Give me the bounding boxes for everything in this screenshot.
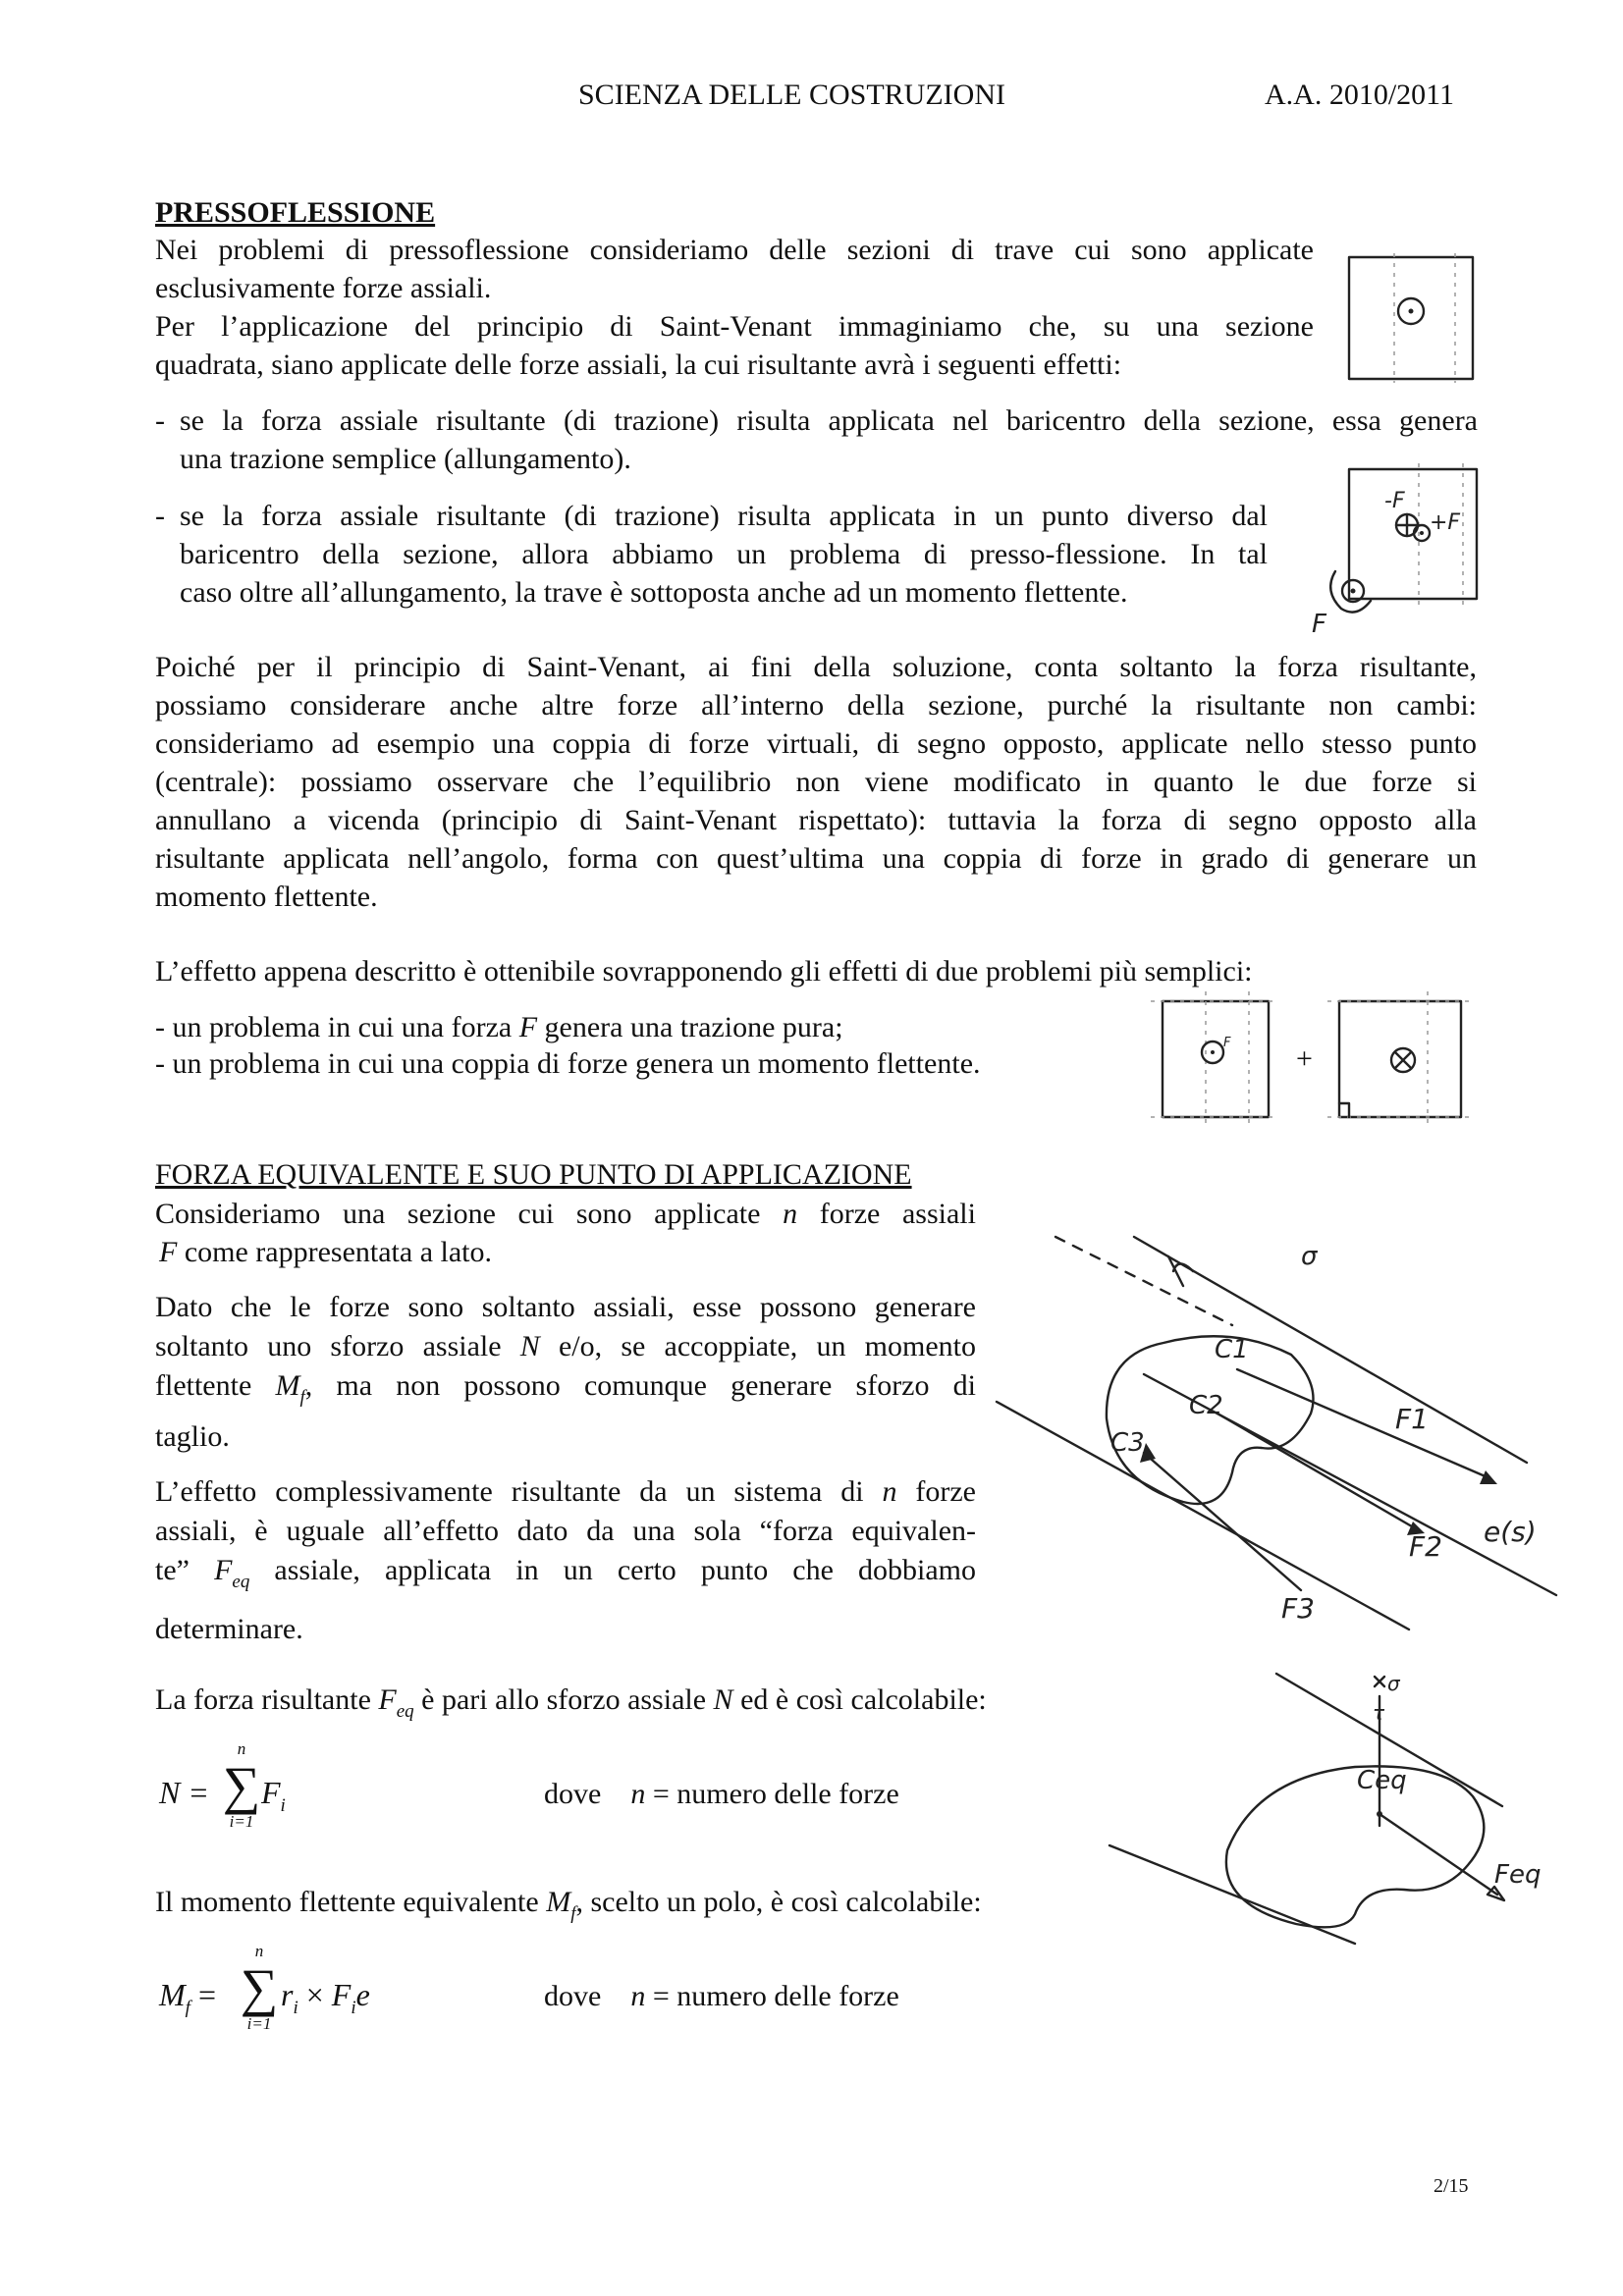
section-title-pressoflessione: PRESSOFLESSIONE [155, 196, 436, 229]
svg-text:C2: C2 [1189, 1391, 1223, 1420]
equation-axial-note: dove n = numero delle forze [544, 1778, 899, 1810]
svg-text:Feq: Feq [1494, 1860, 1542, 1890]
equation-moment-sum: n ∑ i=1 [240, 1942, 279, 2033]
equation-axial-term: $F_i$ [261, 1775, 286, 1816]
beam-forces-figure [997, 1217, 1566, 1639]
equation-moment-note: dove n = numero delle forze [544, 1980, 899, 2012]
svg-text:σ: σ [1387, 1672, 1400, 1695]
bullet-centroid-force: se la forza assiale risultante (di trazione) risulta applicata nel baricentro della sezione, essa genera una trazione semplice (allungamento). [180, 404, 1478, 475]
header-year: A.A. 2010/2011 [1265, 79, 1455, 111]
section-eccentric-figure [1306, 463, 1483, 640]
svg-text:C3: C3 [1110, 1428, 1145, 1458]
header-course: SCIENZA DELLE COSTRUZIONI [578, 79, 1005, 111]
list-item-bending-couple: - un problema in cui una coppia di forze genera un momento flettente. [155, 1047, 981, 1080]
paragraph-axial-only: Dato che le forze sono soltanto assiali, esse possono generare soltanto uno sforzo assiale N e/o, se accoppiate, un momento flettente $M_f$, ma non possono comunque generare sforzo di taglio. [155, 1291, 977, 1453]
svg-text:Ceq: Ceq [1357, 1766, 1407, 1795]
svg-text:σ: σ [1301, 1242, 1318, 1271]
svg-text:F: F [1312, 610, 1326, 639]
svg-text:C1: C1 [1215, 1335, 1249, 1364]
bullet-eccentric-force: se la forza assiale risultante (di trazione) risulta applicata in un punto diverso dal baricentro della sezione, allora abbiamo un problema di presso-flessione. In tal caso oltre all’allungamento, la trave è sottoposta anche ad un momento flettente. [180, 500, 1268, 609]
svg-text:τ: τ [1373, 1701, 1385, 1725]
superposition-figure [1151, 991, 1485, 1129]
svg-text:e(s): e(s) [1484, 1516, 1537, 1548]
svg-text:+: + [1296, 1042, 1313, 1075]
svg-text:F2: F2 [1409, 1530, 1442, 1563]
paragraph-equivalent-force: L’effetto complessivamente risultante da un sistema di n forze assiali, è uguale all’effetto dato da una sola “forza equivalen- te” $F_{eq}$ assiale, applicata in un certo punto che dobbiamo determinare. [155, 1475, 976, 1645]
paragraph-n-forces: Consideriamo una sezione cui sono applicate n forze assiali F come rappresentata a lato. [155, 1198, 976, 1268]
equation-axial-lhs: N = [159, 1775, 209, 1810]
svg-text:F3: F3 [1281, 1592, 1315, 1625]
section-centroid-figure [1345, 253, 1478, 383]
paragraph-resultant: La forza risultante $F_{eq}$ è pari allo sforzo assiale N ed è così calcolabile: [155, 1683, 987, 1722]
paragraph-moment: Il momento flettente equivalente $M_f$, scelto un polo, è così calcolabile: [155, 1886, 982, 1924]
equation-moment-lhs: $M_f$ = [159, 1977, 216, 2018]
list-item-pure-traction: - un problema in cui una forza F genera una trazione pura; [155, 1011, 843, 1043]
equivalent-force-figure [1109, 1669, 1571, 1944]
svg-text:F: F [1223, 1036, 1231, 1050]
svg-text:-F: -F [1384, 489, 1405, 513]
section-title-forza-equivalente: FORZA EQUIVALENTE E SUO PUNTO DI APPLICAZIONE [155, 1158, 912, 1191]
page-number: 2/15 [1434, 2175, 1469, 2197]
equation-axial-sum: n ∑ i=1 [222, 1739, 261, 1831]
paragraph-intro: Nei problemi di pressoflessione consideriamo delle sezioni di trave cui sono applicate esclusivamente forze assiali. Per l’applicazione del principio di Saint-Venant immaginiamo che, su una sezione quadrata, siano applicate delle forze assiali, la cui risultante avrà i seguenti effetti: [155, 234, 1314, 381]
paragraph-saint-venant: Poiché per il principio di Saint-Venant, ai fini della soluzione, conta soltanto la forza risultante, possiamo considerare anche altre forze all’interno della sezione, purché la risultante non cambi: consideriamo ad esempio una coppia di forze virtuali, di segno opposto, applicate nello stesso punto (centrale): possiamo osservare che l’equilibrio non viene modificato in quanto le due forze si annullano a vicenda (principio di Saint-Venant rispettato): tuttavia la forza di segno opposto alla risultante applicata nell’angolo, forma con quest’ultima una coppia di forze in grado di generare un momento flettente. [155, 651, 1477, 913]
svg-text:+F: +F [1430, 510, 1461, 535]
paragraph-superposition: L’effetto appena descritto è ottenibile sovrapponendo gli effetti di due problemi più semplici: [155, 955, 1253, 988]
svg-text:F1: F1 [1395, 1403, 1429, 1435]
equation-moment-term: $r_i \times F_ie$ [281, 1977, 370, 2018]
